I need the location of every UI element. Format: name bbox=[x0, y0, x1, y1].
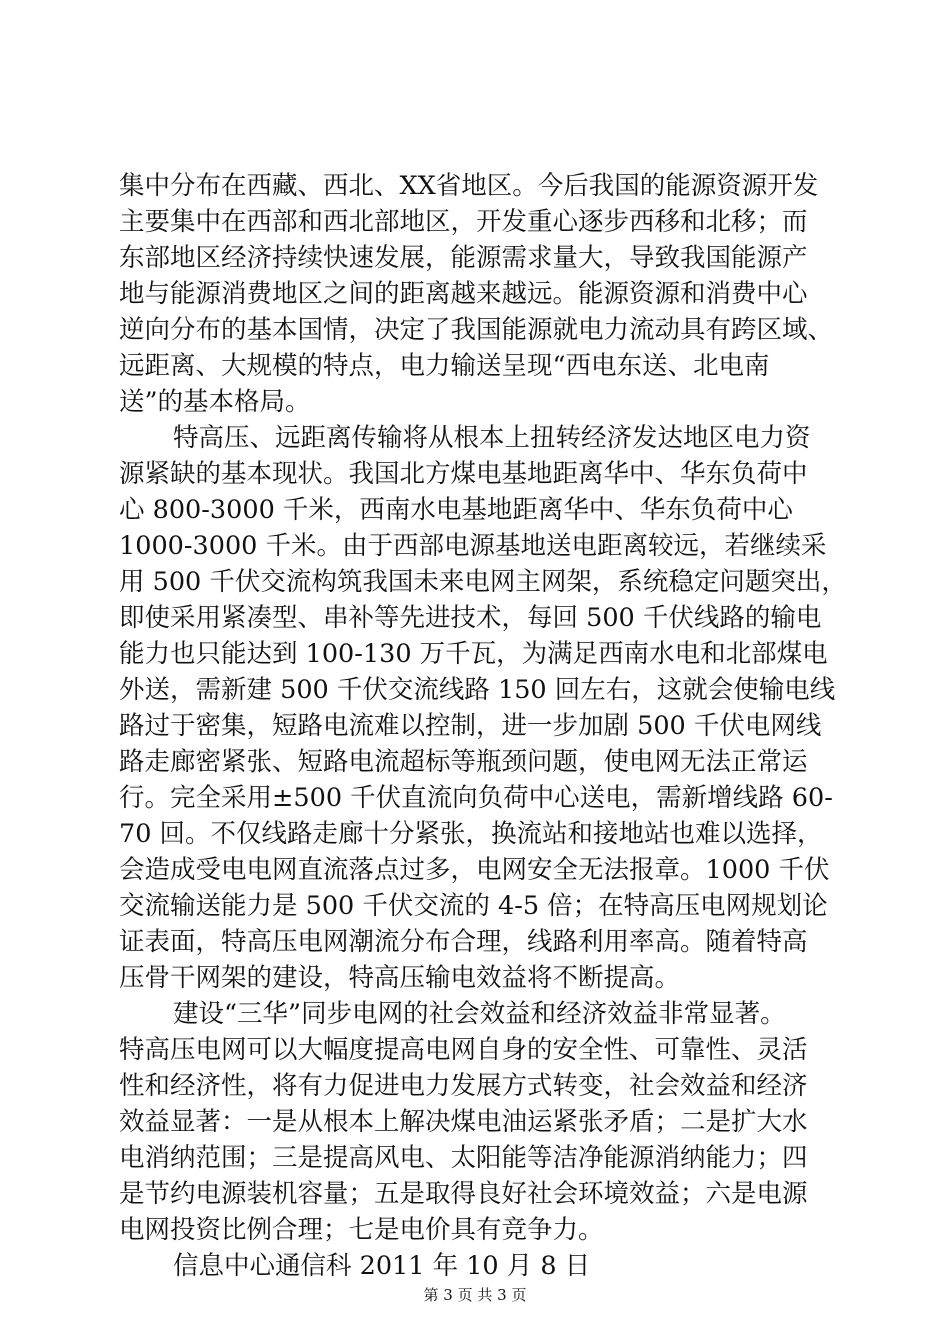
text-line: 是节约电源装机容量；五是取得良好社会环境效益；六是电源 bbox=[119, 1179, 808, 1209]
text-line: 心 800-3000 千米，西南水电基地距离华中、华东负荷中心 bbox=[119, 495, 793, 525]
signature-paragraph bbox=[119, 1248, 859, 1284]
text-line: 送”的基本格局。 bbox=[119, 387, 311, 417]
paragraph bbox=[119, 996, 859, 1248]
signature-line: 信息中心通信科 2011 年 10 月 8 日 bbox=[173, 1251, 591, 1281]
text-line: 用 500 千伏交流构筑我国未来电网主网架，系统稳定问题突出， bbox=[119, 567, 847, 597]
text-line: 电网投资比例合理；七是电价具有竞争力。 bbox=[119, 1215, 604, 1245]
body-text bbox=[119, 168, 859, 1284]
text-line: 集中分布在西藏、西北、XX省地区。今后我国的能源资源开发 bbox=[119, 171, 819, 201]
text-line: 逆向分布的基本国情，决定了我国能源就电力流动具有跨区域、 bbox=[119, 315, 834, 345]
text-line: 压骨干网架的建设，特高压输电效益将不断提高。 bbox=[119, 963, 681, 993]
text-line: 行。完全采用±500 千伏直流向负荷中心送电，需新增线路 60- bbox=[119, 783, 833, 813]
text-line: 效益显著：一是从根本上解决煤电油运紧张矛盾；二是扩大水 bbox=[119, 1107, 808, 1137]
paragraph bbox=[119, 168, 859, 420]
text-line: 源紧缺的基本现状。我国北方煤电基地距离华中、华东负荷中 bbox=[119, 459, 808, 489]
text-line: 性和经济性，将有力促进电力发展方式转变，社会效益和经济 bbox=[119, 1071, 808, 1101]
text-line: 即使采用紧凑型、串补等先进技术，每回 500 千伏线路的输电 bbox=[119, 603, 822, 633]
text-line: 证表面，特高压电网潮流分布合理，线路利用率高。随着特高 bbox=[119, 927, 808, 957]
text-line: 电消纳范围；三是提高风电、太阳能等洁净能源消纳能力；四 bbox=[119, 1143, 808, 1173]
text-line: 特高压、远距离传输将从根本上扭转经济发达地区电力资 bbox=[173, 423, 811, 453]
text-line: 70 回。不仅线路走廊十分紧张，换流站和接地站也难以选择， bbox=[119, 819, 823, 849]
text-line: 主要集中在西部和西北部地区，开发重心逐步西移和北移；而 bbox=[119, 207, 808, 237]
text-line: 会造成受电电网直流落点过多，电网安全无法报章。1000 千伏 bbox=[119, 855, 830, 885]
paragraph bbox=[119, 420, 859, 996]
text-line: 交流输送能力是 500 千伏交流的 4-5 倍；在特高压电网规划论 bbox=[119, 891, 828, 921]
text-line: 路过于密集，短路电流难以控制，进一步加剧 500 千伏电网线 bbox=[119, 711, 822, 741]
page-number-footer: 第 3 页 共 3 页 bbox=[423, 1286, 527, 1304]
text-line: 东部地区经济持续快速发展，能源需求量大，导致我国能源产 bbox=[119, 243, 808, 273]
text-line: 远距离、大规模的特点，电力输送呈现“西电东送、北电南 bbox=[119, 351, 770, 381]
text-line: 地与能源消费地区之间的距离越来越远。能源资源和消费中心 bbox=[119, 279, 808, 309]
text-line: 1000-3000 千米。由于西部电源基地送电距离较远，若继续采 bbox=[119, 531, 827, 561]
text-line: 特高压电网可以大幅度提高电网自身的安全性、可靠性、灵活 bbox=[119, 1035, 808, 1065]
text-line: 能力也只能达到 100-130 万千瓦，为满足西南水电和北部煤电 bbox=[119, 639, 828, 669]
text-line: 建设“三华”同步电网的社会效益和经济效益非常显著。 bbox=[173, 999, 786, 1029]
text-line: 路走廊密紧张、短路电流超标等瓶颈问题，使电网无法正常运 bbox=[119, 747, 808, 777]
text-line: 外送，需新建 500 千伏交流线路 150 回左右，这就会使输电线 bbox=[119, 675, 836, 705]
